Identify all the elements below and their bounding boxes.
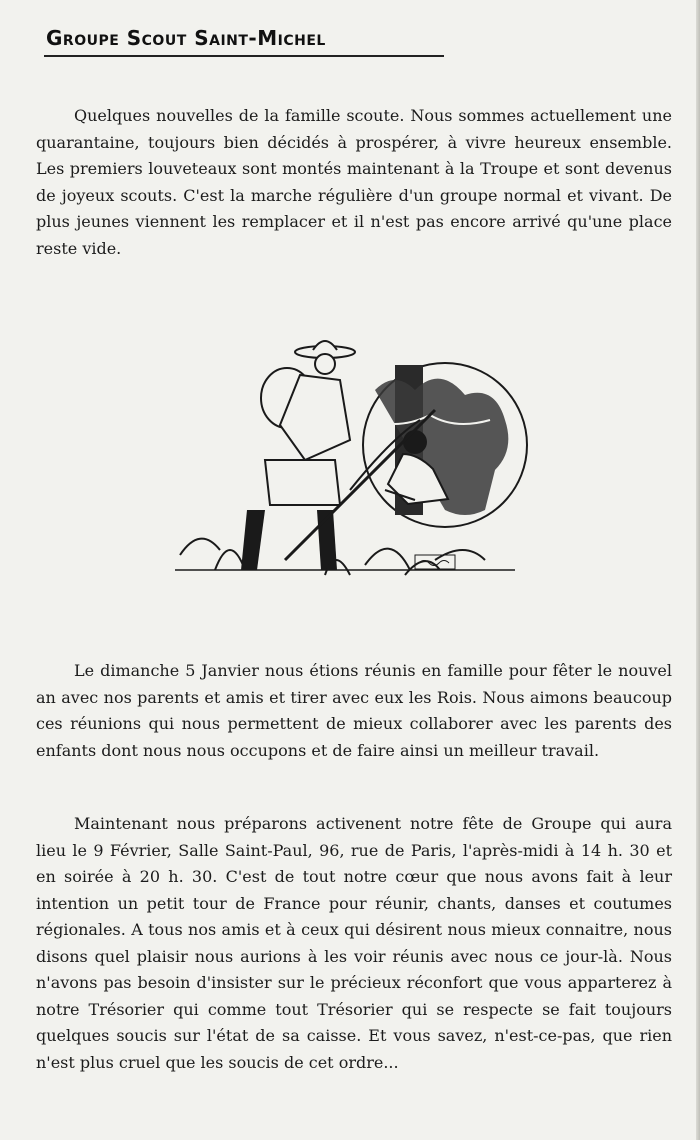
- page-title: Groupe Scout Saint-Michel: [46, 26, 326, 50]
- title-underline: [44, 55, 444, 57]
- paragraph-group-party: Maintenant nous préparons activenent notre fête de Groupe qui aura lieu le 9 Février, Salle Saint-Paul, 96, rue de Paris, l'après-midi à 14 h. 30 et en soirée à 20 h. 30. C'est de tout notre cœur que nous avons fait à leur intention un petit tour de France pour réunir, chants, danses et coutumes régionales. A tous nos amis et à ceux qui désirent nous mieux connaitre, nous disons quel plaisir nous aurions à les voir réunis avec nous ce jour-là. Nous n'avons pas besoin d'insister sur le précieux réconfort que vous apparterez à notre Trésorier qui comme tout Trésorier qui se respecte se fait toujours quelques soucis sur l'état de sa caisse. Et vous savez, n'est-ce-pas, que rien n'est plus cruel que les soucis de cet ordre...: [36, 814, 672, 1072]
- paragraph-new-year: Le dimanche 5 Janvier nous étions réunis en famille pour fêter le nouvel an avec nos parents et amis et tirer avec eux les Rois. Nous aimons beaucoup ces réunions qui nous permettent de mieux collaborer avec les parents des enfants dont nous nous occupons et de faire ainsi un meilleur travail.: [36, 661, 672, 760]
- paragraph-news: Quelques nouvelles de la famille scoute. Nous sommes actuellement une quarantaine, toujours bien décidés à prospérer, à vivre heureux ensemble. Les premiers louveteaux sont montés maintenant à la Troupe et sont devenus de joyeux scouts. C'est la marche régulière d'un groupe normal et vivant. De plus jeunes viennent les remplacer et il n'est pas encore arrivé qu'une place reste vide.: [36, 106, 672, 258]
- scout-illustration: [175, 330, 535, 590]
- page-edge: [696, 0, 700, 1140]
